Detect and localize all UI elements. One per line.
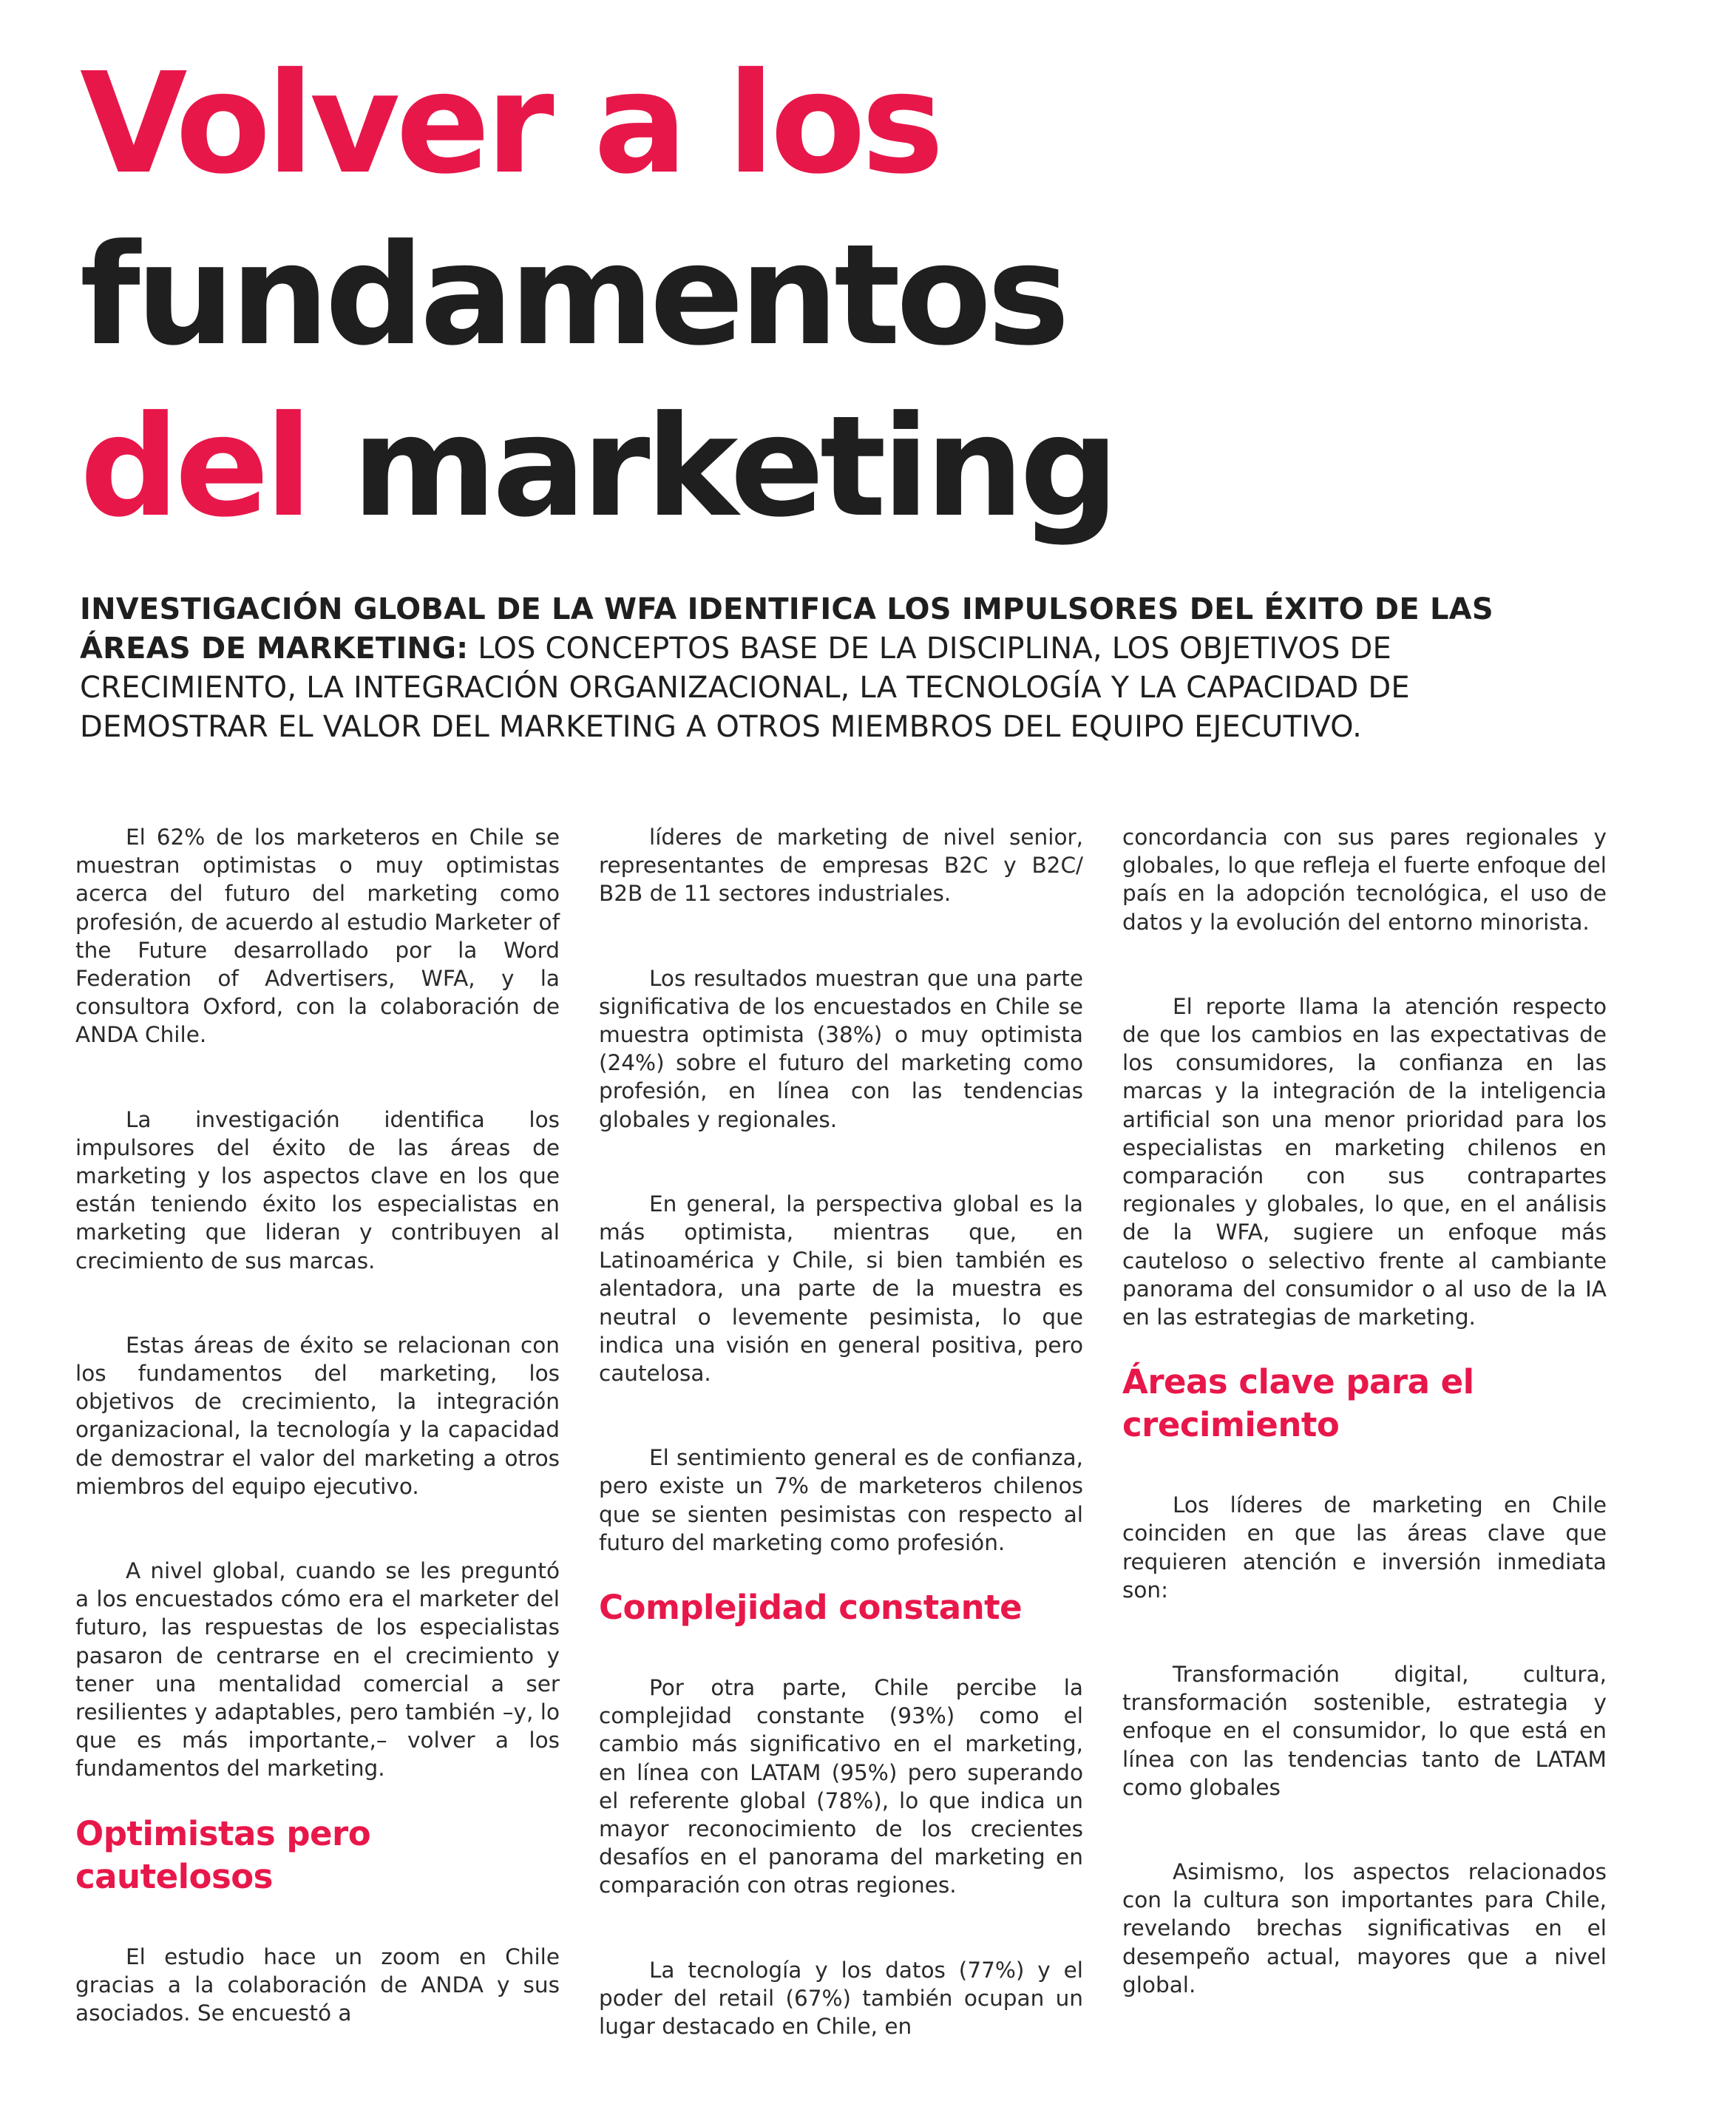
title-line-3-accent: del xyxy=(80,386,308,548)
paragraph: A nivel global, cuando se les preguntó a los encuestados cómo era el marketer del futuro, las respuestas de los especialistas pasaron de centrarse en el crecimiento y tener una mentalidad comercial a ser resilientes y adaptables, pero también –y, lo que es más importante,– volver a los fundamentos del marketing. xyxy=(75,1558,560,1782)
paragraph: El estudio hace un zoom en Chile gracias a la colaboración de ANDA y sus asociados. Se encuestó a xyxy=(75,1944,560,2026)
title-line-1: Volver a los xyxy=(80,43,940,205)
paragraph: Los resultados muestran que una parte significativa de los encuestados en Chile se muestra optimista (38%) o muy optimista (24%) sobre el futuro del marketing como profesión, en línea con las tendencias globales y regionales. xyxy=(599,965,1083,1132)
title-line-3-rest: marketing xyxy=(308,386,1115,548)
column-2 xyxy=(599,823,1083,2097)
title-line-3 xyxy=(80,382,1115,553)
paragraph: concordancia con sus pares regionales y globales, lo que refleja el fuerte enfoque del país en la adopción tecnológica, el uso de datos y la evolución del entorno minorista. xyxy=(1122,825,1607,935)
paragraph: El 62% de los marketeros en Chile se muestran optimistas o muy optimistas acerca del futuro del marketing como profesión, de acuerdo al estudio Marketer of the Future desarrollado por la Word Federation of Advertisers, WFA, y la consultora Oxford, con la colaboración de ANDA Chile. xyxy=(75,825,560,1048)
paragraph: La tecnología y los datos (77%) y el poder del retail (67%) también ocupan un lugar destacado en Chile, en xyxy=(599,1957,1083,2040)
paragraph: Transformación digital, cultura, transformación sostenible, estrategia y enfoque en el consumidor, lo que está en línea con las tendencias tanto de LATAM como globales xyxy=(1122,1662,1607,1800)
lead-paragraph xyxy=(80,590,1581,747)
paragraph: Por otra parte, Chile percibe la complejidad constante (93%) como el cambio más significativo en el marketing, en línea con LATAM (95%) pero superando el referente global (78%), lo que indica un mayor reconocimiento de los crecientes desafíos en el panorama del marketing en comparación con otras regiones. xyxy=(599,1675,1083,1898)
lead-bold: INVESTIGACIÓN GLOBAL DE LA WFA IDENTIFICA LOS IMPULSORES DEL ÉXITO DE LAS ÁREAS DE MARKETING: xyxy=(80,592,1493,666)
article-title xyxy=(80,38,1115,553)
section-heading: Optimistas pero cautelosos xyxy=(75,1813,371,1896)
paragraph: El sentimiento general es de confianza, pero existe un 7% de marketeros chilenos que se sienten pesimistas con respecto al futuro del marketing como profesión. xyxy=(599,1445,1083,1555)
paragraph: Estas áreas de éxito se relacionan con los fundamentos del marketing, los objetivos de crecimiento, la integración organizacional, la tecnología y la capacidad de demostrar el valor del marketing a otros miembros del equipo ejecutivo. xyxy=(75,1332,560,1499)
section-heading: Áreas clave para el crecimiento xyxy=(1122,1362,1474,1445)
paragraph: El reporte llama la atención respecto de que los cambios en las expectativas de los consumidores, la confianza en las marcas y la integración de la inteligencia artificial son una menor prioridad para los especialistas en marketing chilenos en comparación con sus contrapartes regionales y globales, lo que, en el análisis de la WFA, sugiere un enfoque más cauteloso o selectivo frente al cambiante panorama del consumidor o al uso de la IA en las estrategias de marketing. xyxy=(1122,993,1607,1330)
paragraph: Los líderes de marketing en Chile coinciden en que las áreas clave que requieren atención e inversión inmediata son: xyxy=(1122,1492,1607,1603)
paragraph: líderes de marketing de nivel senior, representantes de empresas B2C y B2C/ B2B de 11 sectores industriales. xyxy=(599,825,1083,907)
paragraph: Asimismo, los aspectos relacionados con la cultura son importantes para Chile, revelando brechas significativas en el desempeño actual, mayores que a nivel global. xyxy=(1122,1859,1607,1997)
paragraph: En general, la perspectiva global es la más optimista, mientras que, en Latinoamérica y Chile, si bien también es alentadora, una parte de la muestra es neutral o levemente pesimista, lo que indica una visión en general positiva, pero cautelosa. xyxy=(599,1191,1083,1387)
lead-rest: LOS CONCEPTOS BASE DE LA DISCIPLINA, LOS OBJETIVOS DE CRECIMIENTO, LA INTEGRACIÓN ORGANIZACIONAL, LA TECNOLOGÍA Y LA CAPACIDAD DE DEMOSTRAR EL VALOR DEL MARKETING A OTROS MIEMBROS DEL EQUIPO EJECUTIVO. xyxy=(80,632,1410,744)
title-line-2: fundamentos xyxy=(80,214,1066,376)
paragraph: La investigación identifica los impulsores del éxito de las áreas de marketing y los aspectos clave en los que están teniendo éxito los especialistas en marketing que lideran y contribuyen al crecimiento de sus marcas. xyxy=(75,1106,560,1273)
column-1 xyxy=(75,823,560,2083)
column-3 xyxy=(1122,823,1607,2055)
section-heading: Complejidad constante xyxy=(599,1588,1023,1628)
